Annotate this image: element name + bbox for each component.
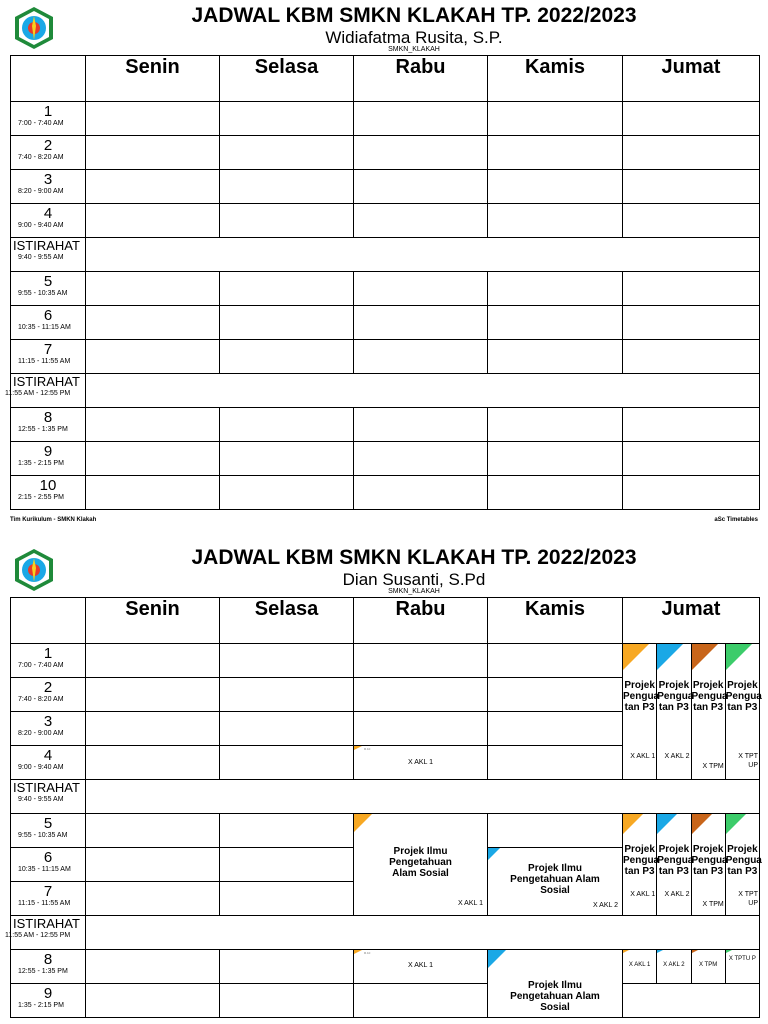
color-tag-icon (692, 814, 712, 834)
slot-cell (220, 712, 354, 746)
color-tag-icon (354, 950, 362, 954)
slot-cell (354, 340, 488, 374)
slot-cell (488, 678, 623, 712)
day-header-senin: Senin (86, 598, 220, 644)
color-tag-icon (692, 644, 718, 670)
corner-cell (11, 56, 86, 102)
slot-cell (623, 102, 760, 136)
day-header-rabu: Rabu (354, 598, 488, 644)
day-header-jumat: Jumat (623, 598, 760, 644)
teacher-name: Widiafatma Rusita, S.P. (325, 28, 503, 47)
lesson-p3-xtptup: Projek Pengua tan P3 X TPT UP (726, 644, 759, 779)
slot-cell (488, 102, 623, 136)
slot-cell (220, 340, 354, 374)
slot-cell (354, 272, 488, 306)
day-header-kamis: Kamis (488, 598, 623, 644)
slot-cell (623, 984, 760, 1018)
slot-cell (488, 136, 623, 170)
school-logo-icon (12, 6, 56, 50)
slot-cell (86, 204, 220, 238)
lesson-p8-xakl1: X AKL 1 (623, 950, 657, 983)
slot-cell (86, 170, 220, 204)
break-row: ISTIRAHAT 9:40 - 9:55 AM (11, 780, 86, 814)
slot-cell (86, 442, 220, 476)
slot-cell (488, 306, 623, 340)
period-6: 6 10:35 - 11:15 AM (11, 306, 86, 340)
period-8: 8 12:55 - 1:35 PM (11, 408, 86, 442)
slot-cell (623, 442, 760, 476)
day-header-jumat: Jumat (623, 56, 760, 102)
slot-cell (623, 306, 760, 340)
lesson-p3-xtpm: Projek Pengua tan P3 X TPM (692, 814, 726, 915)
lesson-p3-xakl1: Projek Pengua tan P3 X AKL 1 (623, 814, 657, 915)
friday-p3-block-2 (623, 814, 760, 916)
slot-cell (220, 814, 354, 848)
color-tag-icon (726, 814, 746, 834)
period-9: 9 1:35 - 2:15 PM (11, 984, 86, 1018)
lesson-p3-xakl2: Projek Pengua tan P3 X AKL 2 (657, 814, 691, 915)
friday-p3-subcols (623, 644, 762, 779)
break-span (86, 780, 760, 814)
period-1: 1 7:00 - 7:40 AM (11, 644, 86, 678)
lesson-kamis-ipas-2: Projek Ilmu Pengetahuan Alam Sosial (488, 950, 623, 1018)
slot-cell (220, 746, 354, 780)
slot-cell (354, 678, 488, 712)
color-tag-icon (726, 644, 752, 670)
period-9: 9 1:35 - 2:15 PM (11, 442, 86, 476)
period-4: 4 9:00 - 9:40 AM (11, 746, 86, 780)
slot-cell (488, 170, 623, 204)
footer-right: aSc Timetables (714, 517, 758, 523)
watermark-label: SMKN_KLAKAH (388, 46, 440, 53)
lesson-kamis-ipas: Projek Ilmu Pengetahuan Alam Sosial X AKL 2 (488, 848, 623, 916)
slot-cell (220, 950, 354, 984)
slot-cell (220, 272, 354, 306)
period-3: 3 8:20 - 9:00 AM (11, 170, 86, 204)
lesson-rabu-p4: R.10 X AKL 1 (354, 746, 488, 780)
lesson-p3-xtptup: Projek Pengua tan P3 X TPT UP (726, 814, 759, 915)
slot-cell (354, 170, 488, 204)
slot-cell (488, 340, 623, 374)
slot-cell (354, 136, 488, 170)
color-tag-icon (354, 746, 362, 750)
watermark-label: SMKN_KLAKAH (388, 588, 440, 595)
slot-cell (220, 984, 354, 1018)
break-span (86, 238, 760, 272)
slot-cell (488, 272, 623, 306)
period-1: 1 7:00 - 7:40 AM (11, 102, 86, 136)
day-header-kamis: Kamis (488, 56, 623, 102)
slot-cell (86, 814, 220, 848)
slot-cell (488, 476, 623, 510)
slot-cell (623, 136, 760, 170)
period-3: 3 8:20 - 9:00 AM (11, 712, 86, 746)
slot-cell (623, 340, 760, 374)
slot-cell (220, 882, 354, 916)
lesson-rabu-ipas: Projek Ilmu Pengetahuan Alam Sosial X AKL 1 (354, 814, 488, 916)
footer-left: Tim Kurikulum - SMKN Klakah (10, 517, 97, 523)
slot-cell (86, 882, 220, 916)
slot-cell (354, 984, 488, 1018)
lesson-p3-xakl2: Projek Pengua tan P3 X AKL 2 (657, 644, 691, 779)
lesson-p3-xtpm: Projek Pengua tan P3 X TPM (692, 644, 726, 779)
color-tag-icon (623, 644, 649, 670)
break-row: ISTIRAHAT 9:40 - 9:55 AM (11, 238, 86, 272)
slot-cell (488, 814, 623, 848)
slot-cell (354, 306, 488, 340)
slot-cell (220, 644, 354, 678)
slot-cell (623, 204, 760, 238)
slot-cell (354, 408, 488, 442)
period-7: 7 11:15 - 11:55 AM (11, 340, 86, 374)
school-logo-icon (12, 548, 56, 592)
lesson-rabu-p8: R.10 X AKL 1 (354, 950, 488, 984)
slot-cell (86, 476, 220, 510)
slot-cell (86, 950, 220, 984)
slot-cell (86, 644, 220, 678)
slot-cell (220, 678, 354, 712)
slot-cell (354, 644, 488, 678)
slot-cell (488, 644, 623, 678)
lesson-p8-xakl2: X AKL 2 (657, 950, 691, 983)
slot-cell (354, 712, 488, 746)
corner-cell (11, 598, 86, 644)
lesson-p8-xtptup: X TPTU P (726, 950, 759, 983)
color-tag-icon (623, 950, 629, 953)
slot-cell (354, 102, 488, 136)
day-header-rabu: Rabu (354, 56, 488, 102)
schedule-title: JADWAL KBM SMKN KLAKAH TP. 2022/2023 (191, 546, 637, 569)
color-tag-icon (488, 848, 500, 860)
slot-cell (220, 442, 354, 476)
slot-cell (220, 408, 354, 442)
slot-cell (220, 306, 354, 340)
period-5: 5 9:55 - 10:35 AM (11, 814, 86, 848)
color-tag-icon (657, 644, 683, 670)
slot-cell (220, 102, 354, 136)
timetable-grid (5, 597, 762, 1018)
break-row: ISTIRAHAT 11:55 AM - 12:55 PM (11, 374, 86, 408)
color-tag-icon (623, 814, 643, 834)
slot-cell (86, 678, 220, 712)
slot-cell (488, 204, 623, 238)
schedule-title: JADWAL KBM SMKN KLAKAH TP. 2022/2023 (191, 4, 637, 27)
slot-cell (623, 272, 760, 306)
color-tag-icon (692, 950, 698, 953)
slot-cell (354, 442, 488, 476)
slot-cell (623, 408, 760, 442)
slot-cell (86, 340, 220, 374)
slot-cell (488, 442, 623, 476)
slot-cell (220, 848, 354, 882)
break-span (86, 916, 760, 950)
day-header-senin: Senin (86, 56, 220, 102)
period-6: 6 10:35 - 11:15 AM (11, 848, 86, 882)
slot-cell (354, 204, 488, 238)
slot-cell (488, 746, 623, 780)
period-7: 7 11:15 - 11:55 AM (11, 882, 86, 916)
period-10: 10 2:15 - 2:55 PM (11, 476, 86, 510)
slot-cell (86, 984, 220, 1018)
slot-cell (220, 204, 354, 238)
slot-cell (354, 476, 488, 510)
slot-cell (86, 408, 220, 442)
slot-cell (86, 746, 220, 780)
friday-p8-block (623, 950, 760, 984)
lesson-p3-xakl1: Projek Pengua tan P3 X AKL 1 (623, 644, 657, 779)
slot-cell (86, 102, 220, 136)
day-header-selasa: Selasa (220, 56, 354, 102)
slot-cell (623, 170, 760, 204)
color-tag-icon (726, 950, 732, 953)
period-8: 8 12:55 - 1:35 PM (11, 950, 86, 984)
slot-cell (86, 712, 220, 746)
color-tag-icon (657, 814, 677, 834)
slot-cell (488, 408, 623, 442)
timetable-grid (5, 55, 760, 510)
slot-cell (86, 272, 220, 306)
period-2: 2 7:40 - 8:20 AM (11, 678, 86, 712)
lesson-p8-xtpm: X TPM (692, 950, 726, 983)
color-tag-icon (354, 814, 372, 832)
color-tag-icon (488, 950, 506, 968)
break-row: ISTIRAHAT 11:55 AM - 12:55 PM (11, 916, 86, 950)
slot-cell (488, 712, 623, 746)
friday-p3-subcols (623, 814, 762, 915)
period-4: 4 9:00 - 9:40 AM (11, 204, 86, 238)
slot-cell (86, 848, 220, 882)
slot-cell (86, 136, 220, 170)
period-5: 5 9:55 - 10:35 AM (11, 272, 86, 306)
friday-p3-block (623, 644, 760, 780)
slot-cell (220, 170, 354, 204)
slot-cell (623, 476, 760, 510)
slot-cell (220, 136, 354, 170)
teacher-name: Dian Susanti, S.Pd (342, 570, 486, 589)
break-span (86, 374, 760, 408)
slot-cell (86, 306, 220, 340)
color-tag-icon (657, 950, 663, 953)
period-2: 2 7:40 - 8:20 AM (11, 136, 86, 170)
slot-cell (220, 476, 354, 510)
day-header-selasa: Selasa (220, 598, 354, 644)
